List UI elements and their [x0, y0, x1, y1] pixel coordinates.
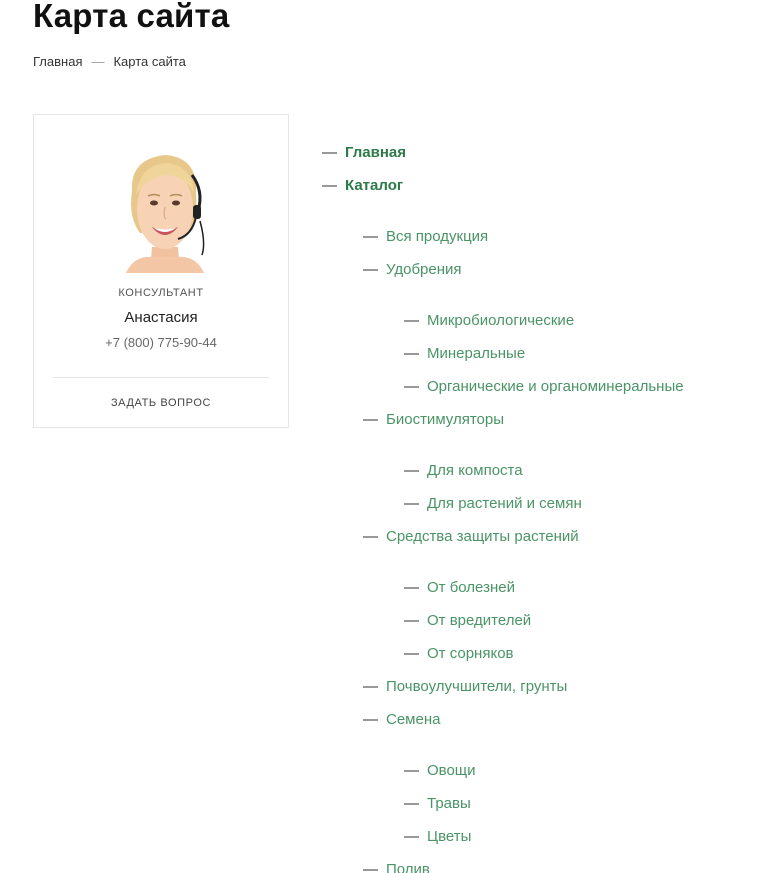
sitemap-link[interactable]: Для растений и семян [427, 495, 582, 512]
sitemap-item[interactable] [404, 644, 514, 664]
sitemap-item[interactable] [363, 260, 462, 280]
sitemap-link[interactable]: От болезней [427, 579, 515, 596]
breadcrumb-current: Карта сайта [113, 54, 186, 69]
sitemap-link[interactable]: Средства защиты растений [386, 528, 579, 545]
sitemap-dash: — [363, 228, 378, 245]
sitemap-link[interactable]: Органические и органоминеральные [427, 378, 684, 395]
sitemap-link[interactable]: Удобрения [386, 261, 462, 278]
sitemap-link[interactable]: Семена [386, 711, 441, 728]
sitemap-dash: — [404, 645, 419, 662]
consultant-card [33, 114, 289, 428]
sitemap-link[interactable]: От сорняков [427, 645, 514, 662]
sitemap-item[interactable] [322, 176, 403, 196]
sitemap-item[interactable] [363, 677, 567, 697]
sitemap-item[interactable] [404, 761, 476, 781]
sitemap-dash: — [363, 528, 378, 545]
consultant-name: Анастасия [124, 309, 198, 326]
card-divider [53, 377, 269, 378]
sitemap-link[interactable]: От вредителей [427, 612, 532, 629]
sitemap-dash: — [363, 861, 378, 873]
sitemap-dash: — [404, 495, 419, 512]
breadcrumb [33, 54, 186, 70]
sitemap-dash: — [404, 462, 419, 479]
sitemap-dash: — [404, 378, 419, 395]
sitemap-link[interactable]: Микробиологические [427, 312, 575, 329]
sitemap-item[interactable] [363, 860, 430, 873]
sitemap-item[interactable] [404, 827, 471, 847]
sitemap-link[interactable]: Овощи [427, 762, 476, 779]
sitemap-dash: — [404, 612, 419, 629]
consultant-role: КОНСУЛЬТАНТ [118, 287, 204, 299]
consultant-avatar [120, 151, 210, 273]
sitemap-dash: — [363, 411, 378, 428]
sitemap-link[interactable]: Травы [427, 795, 471, 812]
sitemap-link[interactable]: Вся продукция [386, 228, 489, 245]
sitemap-item[interactable] [363, 227, 488, 247]
sitemap-dash: — [404, 345, 419, 362]
breadcrumb-separator: — [91, 54, 105, 69]
sitemap-item[interactable] [404, 794, 471, 814]
sitemap-item[interactable] [404, 611, 531, 631]
sitemap-item[interactable] [404, 461, 523, 481]
sitemap-item[interactable] [404, 344, 525, 364]
sitemap-link[interactable]: Минеральные [427, 345, 526, 362]
breadcrumb-home-link[interactable]: Главная [33, 54, 83, 69]
sitemap-dash: — [322, 177, 337, 194]
sitemap-dash: — [363, 261, 378, 278]
sitemap-item[interactable] [404, 377, 684, 397]
sitemap-dash: — [322, 144, 337, 161]
sitemap-item[interactable] [404, 494, 582, 514]
sitemap-item[interactable] [404, 311, 574, 331]
sitemap-item[interactable] [363, 527, 579, 547]
sitemap-item[interactable] [322, 143, 406, 163]
sitemap-link[interactable]: Каталог [345, 177, 404, 194]
ask-question-button[interactable]: ЗАДАТЬ ВОПРОС [110, 397, 212, 409]
sitemap-dash: — [363, 711, 378, 728]
page-title: Карта сайта [33, 0, 230, 34]
sitemap-item[interactable] [363, 410, 504, 430]
sitemap-dash: — [404, 312, 419, 329]
sitemap-link[interactable]: Главная [345, 144, 407, 161]
sitemap-dash: — [404, 828, 419, 845]
sitemap-dash: — [363, 678, 378, 695]
sitemap-dash: — [404, 579, 419, 596]
sitemap-dash: — [404, 795, 419, 812]
sitemap-dash: — [404, 762, 419, 779]
sitemap-link[interactable]: Биостимуляторы [386, 411, 505, 428]
sitemap-link[interactable]: Цветы [427, 828, 472, 845]
sitemap-item[interactable] [404, 578, 515, 598]
sitemap-link[interactable]: Полив [386, 861, 430, 873]
sitemap-item[interactable] [363, 710, 440, 730]
sitemap-link[interactable]: Почвоулучшители, грунты [386, 678, 568, 695]
consultant-phone[interactable]: +7 (800) 775-90-44 [105, 335, 217, 350]
sitemap-link[interactable]: Для компоста [427, 462, 523, 479]
